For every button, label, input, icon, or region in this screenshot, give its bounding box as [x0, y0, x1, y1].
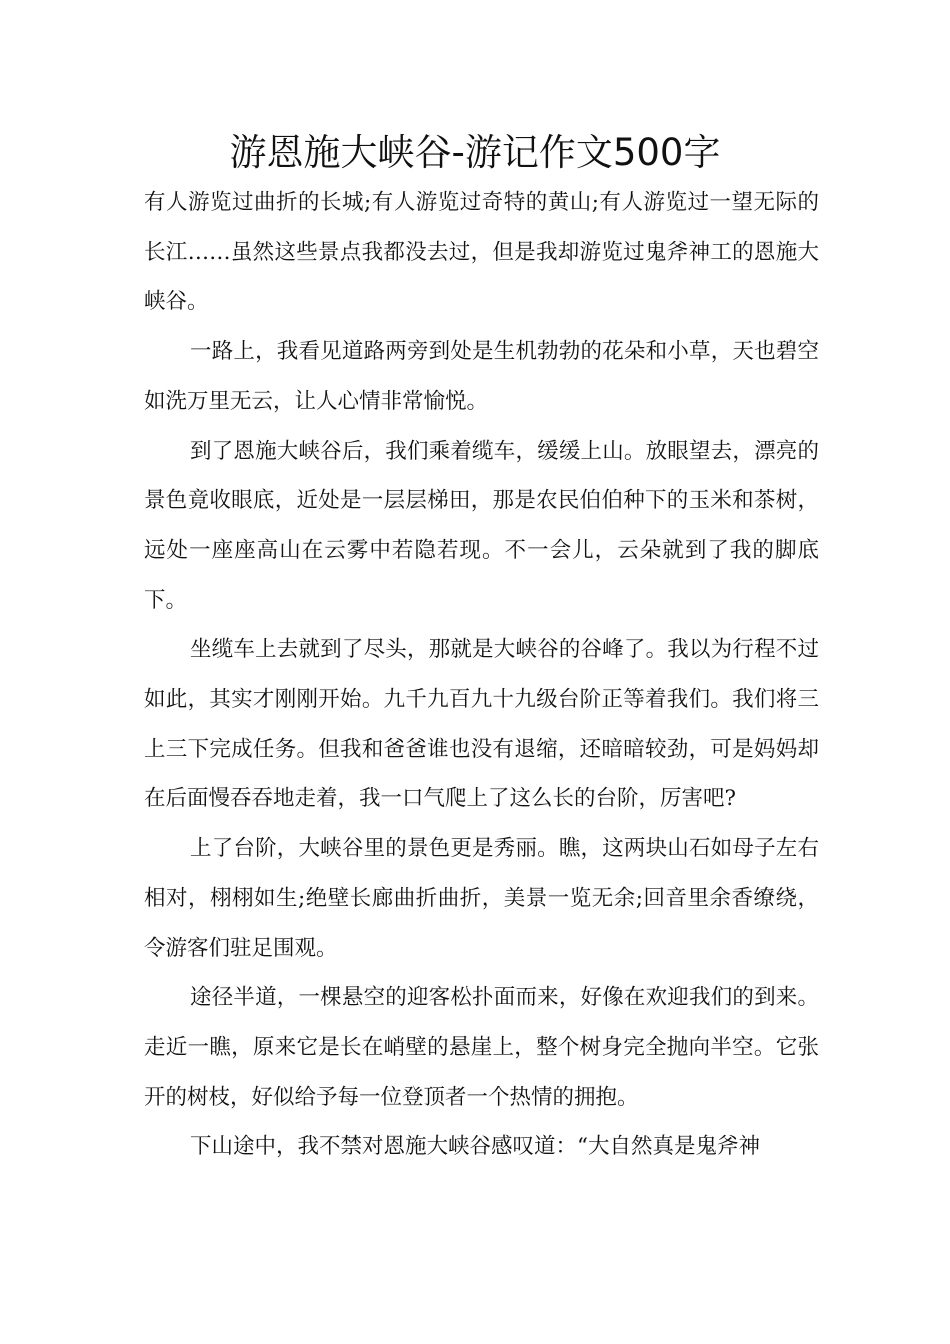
- document-title: 游恩施大峡谷-游记作文500字: [229, 131, 721, 174]
- paragraph: 途径半道，一棵悬空的迎客松扑面而来，好像在欢迎我们的到来。走近一瞧，原来它是长在峭壁的悬崖上，整个树身完全抛向半空。它张开的树枝，好似给予每一位登顶者一个热情的拥抱。: [144, 985, 819, 1110]
- paragraph: 到了恩施大峡谷后，我们乘着缆车，缓缓上山。放眼望去，漂亮的景色竟收眼底，近处是一层层梯田，那是农民伯伯种下的玉米和茶树，远处一座座高山在云雾中若隐若现。不一会儿，云朵就到了我的脚底下。: [144, 438, 819, 613]
- paragraph: 上了台阶，大峡谷里的景色更是秀丽。瞧，这两块山石如母子左右相对，栩栩如生;绝壁长廊曲折曲折，美景一览无余;回音里余香缭绕，令游客们驻足围观。: [144, 836, 819, 961]
- document-body: [144, 178, 819, 1172]
- paragraph: 坐缆车上去就到了尽头，那就是大峡谷的谷峰了。我以为行程不过如此，其实才刚刚开始。九千九百九十九级台阶正等着我们。我们将三上三下完成任务。但我和爸爸谁也没有退缩，还暗暗较劲，可是妈妈却在后面慢吞吞地走着，我一口气爬上了这么长的台阶，厉害吧?: [144, 637, 819, 812]
- paragraph: 下山途中，我不禁对恩施大峡谷感叹道：“大自然真是鬼斧神: [190, 1134, 760, 1160]
- paragraph: 一路上，我看见道路两旁到处是生机勃勃的花朵和小草，天也碧空如洗万里无云，让人心情非常愉悦。: [144, 339, 819, 414]
- paragraph: 有人游览过曲折的长城;有人游览过奇特的黄山;有人游览过一望无际的长江……虽然这些景点我都没去过，但是我却游览过鬼斧神工的恩施大峡谷。: [144, 190, 819, 315]
